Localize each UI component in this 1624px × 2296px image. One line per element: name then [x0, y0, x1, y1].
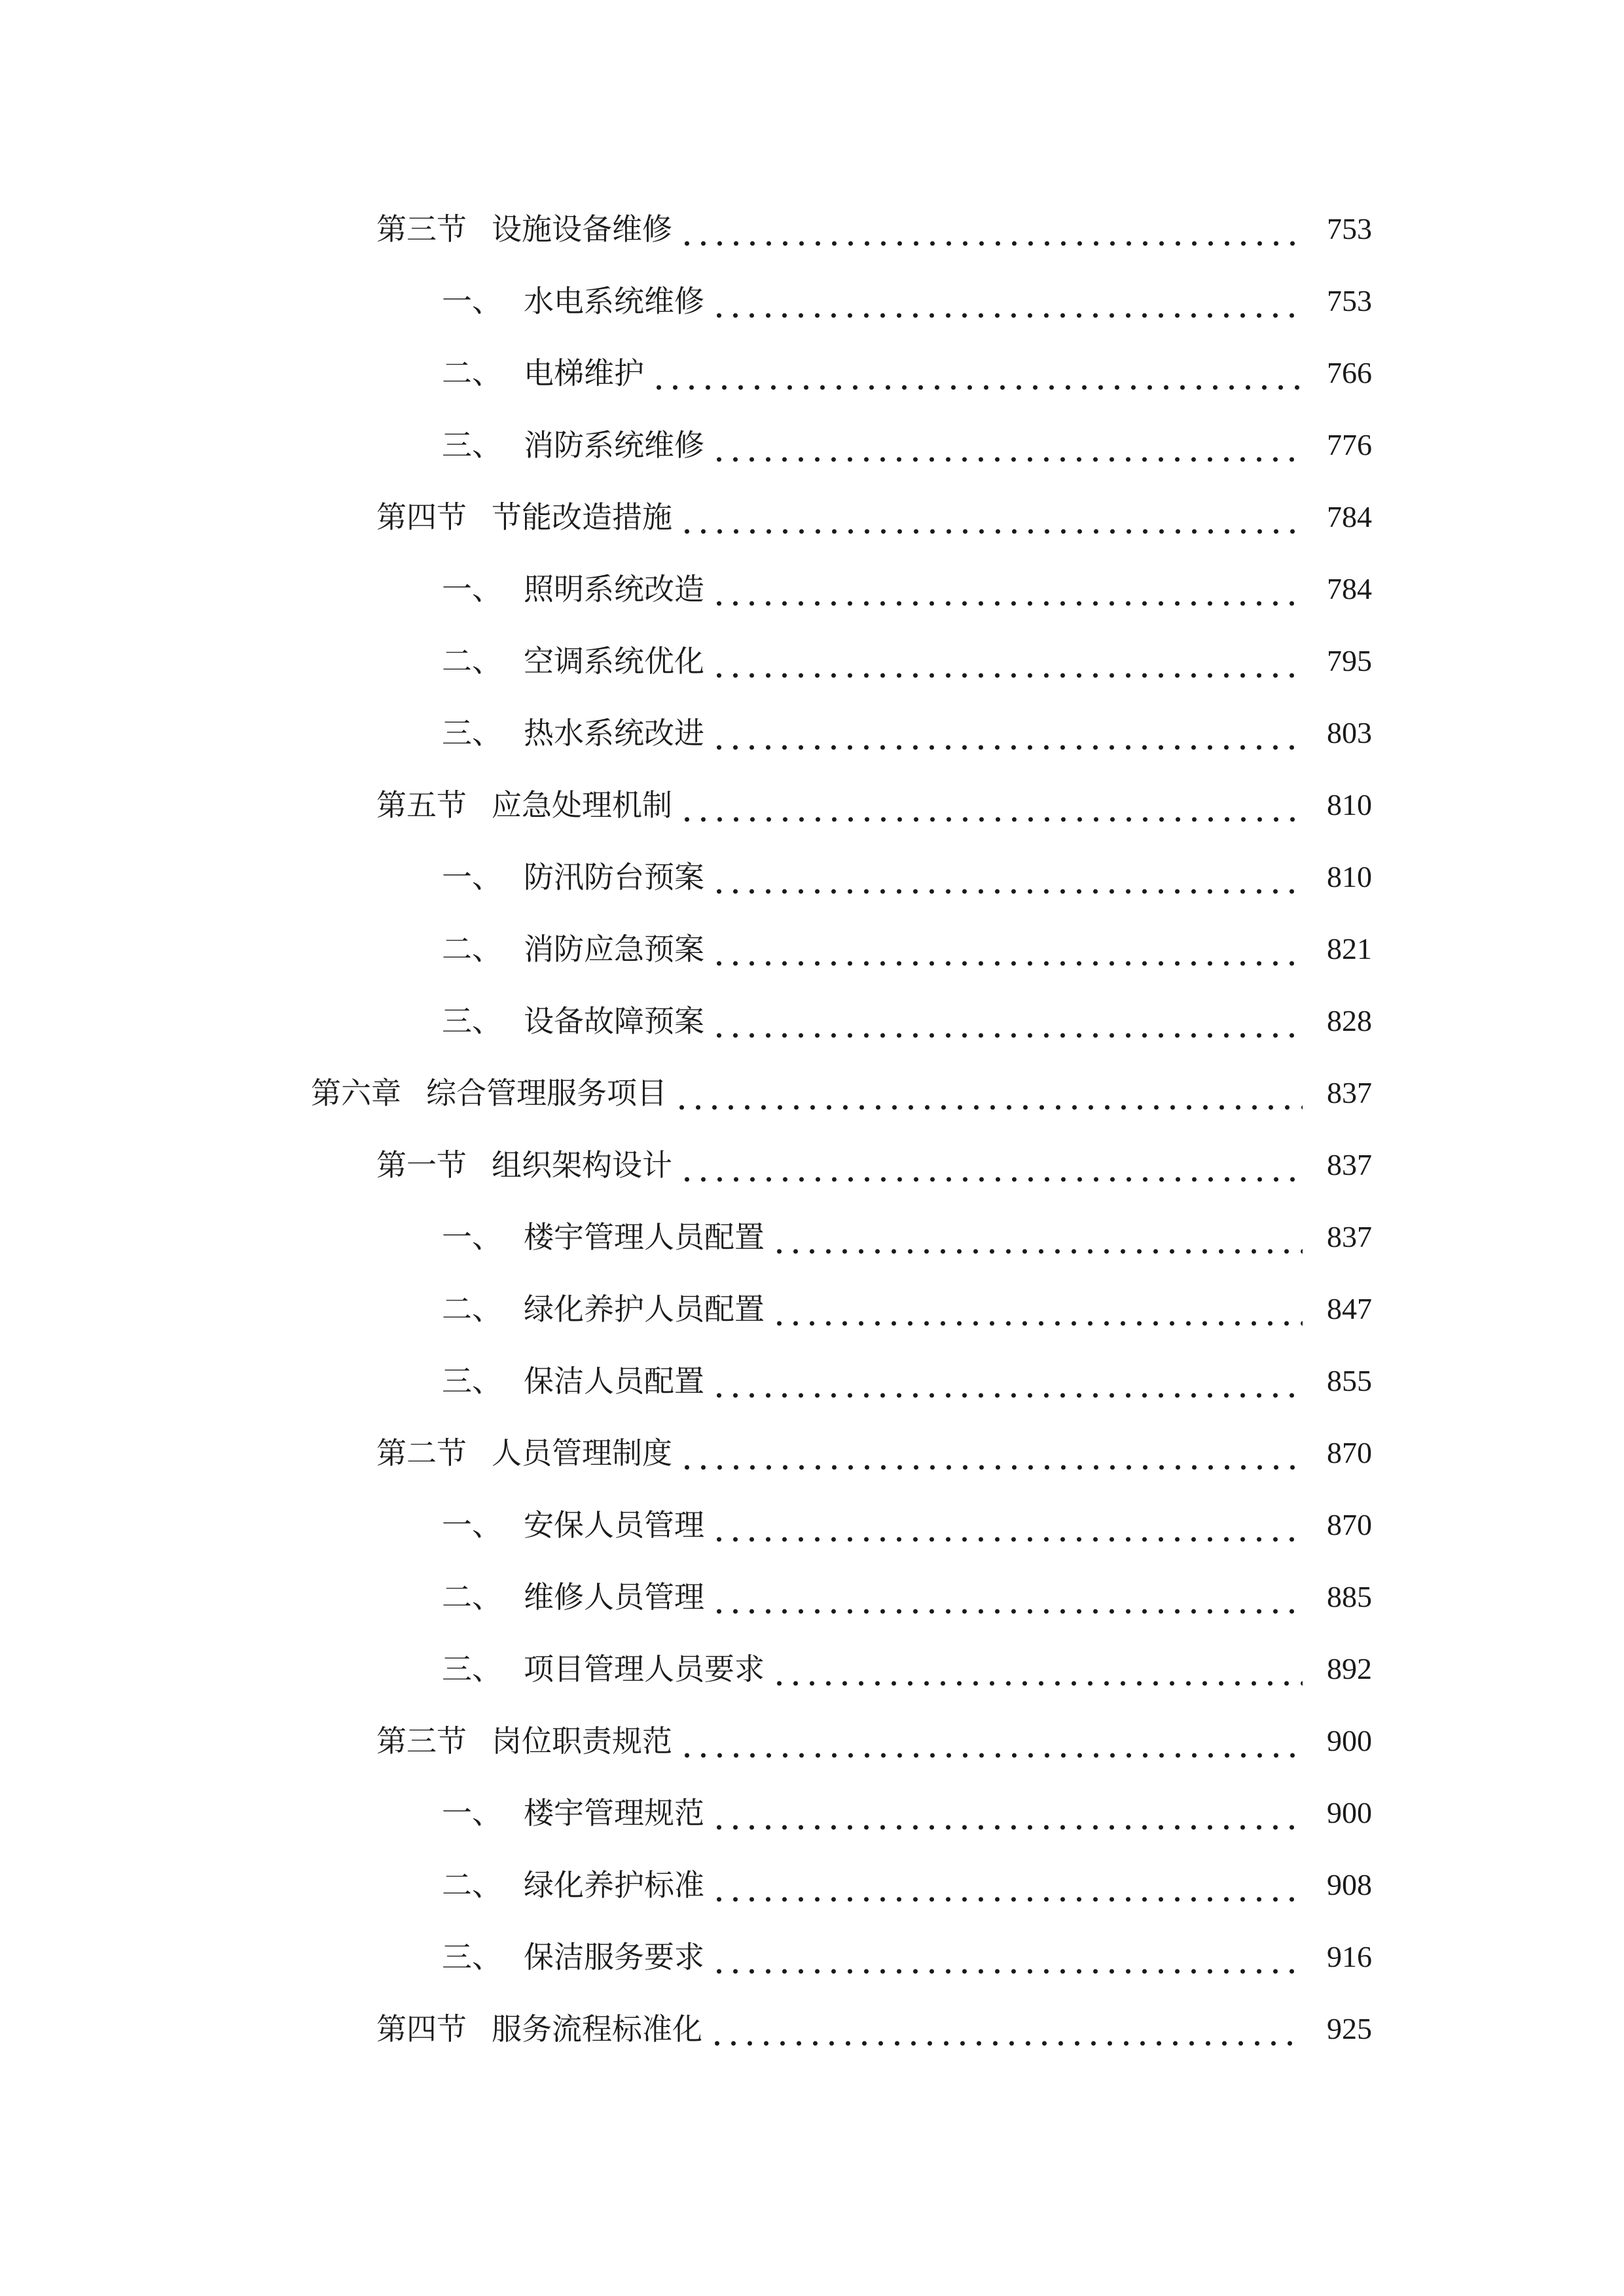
- entry-number: 三、: [442, 1651, 502, 1687]
- entry-title: 水电系统维修: [524, 283, 704, 319]
- page-number: 784: [1327, 500, 1372, 533]
- toc-entry[interactable]: [442, 563, 1372, 615]
- page-number: 925: [1327, 2012, 1372, 2045]
- toc-entry[interactable]: [442, 1499, 1372, 1551]
- toc-entry[interactable]: [442, 1931, 1372, 1983]
- dot-leader: [711, 851, 1303, 903]
- toc-entry[interactable]: [442, 923, 1372, 975]
- page-number: 870: [1327, 1436, 1372, 1469]
- entry-number: 第三节: [376, 1723, 467, 1759]
- entry-number: 第一节: [376, 1147, 467, 1183]
- entry-title: 维修人员管理: [524, 1579, 704, 1615]
- page-number: 892: [1327, 1652, 1372, 1685]
- toc-entry[interactable]: [442, 419, 1372, 471]
- dot-leader: [679, 1715, 1303, 1767]
- page-number: 885: [1327, 1580, 1372, 1613]
- entry-number: 二、: [442, 1291, 502, 1327]
- dot-leader: [711, 1931, 1303, 1983]
- entry-title: 人员管理制度: [492, 1435, 672, 1471]
- entry-number: 一、: [442, 1219, 502, 1255]
- page-number: 810: [1327, 860, 1372, 893]
- entry-number: 二、: [442, 643, 502, 679]
- entry-number: 三、: [442, 1939, 502, 1975]
- toc-entry[interactable]: [311, 1067, 1372, 1119]
- dot-leader: [674, 1067, 1303, 1119]
- entry-number: 三、: [442, 1003, 502, 1039]
- entry-title: 节能改造措施: [492, 499, 672, 535]
- dot-leader: [711, 635, 1303, 687]
- entry-title: 项目管理人员要求: [524, 1651, 765, 1687]
- dot-leader: [679, 1427, 1303, 1479]
- toc-entry[interactable]: [442, 1211, 1372, 1263]
- page-number: 821: [1327, 932, 1372, 965]
- dot-leader: [709, 2003, 1303, 2055]
- entry-title: 防汛防台预案: [524, 859, 704, 895]
- toc-entry[interactable]: [376, 203, 1372, 255]
- toc-entry[interactable]: [442, 1643, 1372, 1695]
- entry-title: 消防系统维修: [524, 427, 704, 463]
- dot-leader: [679, 203, 1303, 255]
- dot-leader: [711, 419, 1303, 471]
- entry-number: 三、: [442, 715, 502, 751]
- entry-number: 第四节: [376, 2011, 467, 2047]
- toc-entry[interactable]: [376, 779, 1372, 831]
- dot-leader: [711, 1571, 1303, 1623]
- dot-leader: [711, 1787, 1303, 1839]
- page-number: 900: [1327, 1724, 1372, 1757]
- page-number: 837: [1327, 1148, 1372, 1181]
- entry-title: 热水系统改进: [524, 715, 704, 751]
- entry-title: 组织架构设计: [492, 1147, 672, 1183]
- dot-leader: [711, 563, 1303, 615]
- page-number: 870: [1327, 1508, 1372, 1541]
- entry-number: 三、: [442, 1363, 502, 1399]
- toc-entry[interactable]: [442, 995, 1372, 1047]
- page-number: 847: [1327, 1292, 1372, 1325]
- entry-title: 消防应急预案: [524, 931, 704, 967]
- entry-title: 电梯维护: [524, 355, 644, 391]
- dot-leader: [679, 779, 1303, 831]
- toc-entry[interactable]: [442, 275, 1372, 327]
- entry-title: 应急处理机制: [492, 787, 672, 823]
- entry-number: 一、: [442, 283, 502, 319]
- entry-number: 三、: [442, 427, 502, 463]
- entry-number: 二、: [442, 355, 502, 391]
- dot-leader: [711, 1499, 1303, 1551]
- entry-title: 保洁服务要求: [524, 1939, 704, 1975]
- toc-entry[interactable]: [442, 1571, 1372, 1623]
- entry-number: 一、: [442, 1795, 502, 1831]
- dot-leader: [711, 923, 1303, 975]
- page-number: 766: [1327, 356, 1372, 389]
- dot-leader: [711, 1859, 1303, 1911]
- dot-leader: [711, 1355, 1303, 1407]
- page-number: 784: [1327, 572, 1372, 605]
- entry-title: 设施设备维修: [492, 211, 672, 247]
- toc-entry[interactable]: [376, 491, 1372, 543]
- entry-title: 综合管理服务项目: [426, 1075, 667, 1111]
- toc-entry[interactable]: [442, 635, 1372, 687]
- page-number: 776: [1327, 428, 1372, 461]
- entry-number: 一、: [442, 571, 502, 607]
- toc-entry[interactable]: [442, 1355, 1372, 1407]
- toc-entry[interactable]: [442, 1787, 1372, 1839]
- entry-number: 一、: [442, 859, 502, 895]
- entry-title: 服务流程标准化: [492, 2011, 702, 2047]
- dot-leader: [771, 1643, 1303, 1695]
- entry-number: 第二节: [376, 1435, 467, 1471]
- entry-number: 二、: [442, 931, 502, 967]
- page-number: 828: [1327, 1004, 1372, 1037]
- dot-leader: [679, 491, 1303, 543]
- page-number: 837: [1327, 1220, 1372, 1253]
- page-number: 753: [1327, 284, 1372, 317]
- entry-title: 楼宇管理人员配置: [524, 1219, 765, 1255]
- page-number: 803: [1327, 716, 1372, 749]
- entry-title: 空调系统优化: [524, 643, 704, 679]
- entry-title: 保洁人员配置: [524, 1363, 704, 1399]
- toc-entry[interactable]: [442, 1859, 1372, 1911]
- entry-title: 岗位职责规范: [492, 1723, 672, 1759]
- entry-number: 二、: [442, 1579, 502, 1615]
- page-number: 837: [1327, 1076, 1372, 1109]
- dot-leader: [771, 1211, 1303, 1263]
- toc-entry[interactable]: [376, 1139, 1372, 1191]
- page-number: 810: [1327, 788, 1372, 821]
- dot-leader: [711, 995, 1303, 1047]
- entry-number: 一、: [442, 1507, 502, 1543]
- entry-title: 设备故障预案: [524, 1003, 704, 1039]
- page-number: 753: [1327, 212, 1372, 245]
- entry-number: 第六章: [311, 1075, 401, 1111]
- dot-leader: [711, 707, 1303, 759]
- entry-title: 绿化养护标准: [524, 1867, 704, 1903]
- dot-leader: [679, 1139, 1303, 1191]
- page-number: 855: [1327, 1364, 1372, 1397]
- entry-title: 绿化养护人员配置: [524, 1291, 765, 1327]
- page-number: 900: [1327, 1796, 1372, 1829]
- toc-entry[interactable]: [376, 1427, 1372, 1479]
- entry-title: 照明系统改造: [524, 571, 704, 607]
- dot-leader: [651, 347, 1303, 399]
- toc-entry[interactable]: [376, 1715, 1372, 1767]
- dot-leader: [711, 275, 1303, 327]
- entry-title: 楼宇管理规范: [524, 1795, 704, 1831]
- toc-entry[interactable]: [442, 851, 1372, 903]
- toc-entry[interactable]: [442, 707, 1372, 759]
- entry-number: 第五节: [376, 787, 467, 823]
- toc-entry[interactable]: [442, 347, 1372, 399]
- entry-number: 第四节: [376, 499, 467, 535]
- page-number: 795: [1327, 644, 1372, 677]
- dot-leader: [771, 1283, 1303, 1335]
- entry-number: 第三节: [376, 211, 467, 247]
- page-number: 908: [1327, 1868, 1372, 1901]
- page-number: 916: [1327, 1940, 1372, 1973]
- toc-entry[interactable]: [442, 1283, 1372, 1335]
- toc-entry[interactable]: [376, 2003, 1372, 2055]
- entry-title: 安保人员管理: [524, 1507, 704, 1543]
- entry-number: 二、: [442, 1867, 502, 1903]
